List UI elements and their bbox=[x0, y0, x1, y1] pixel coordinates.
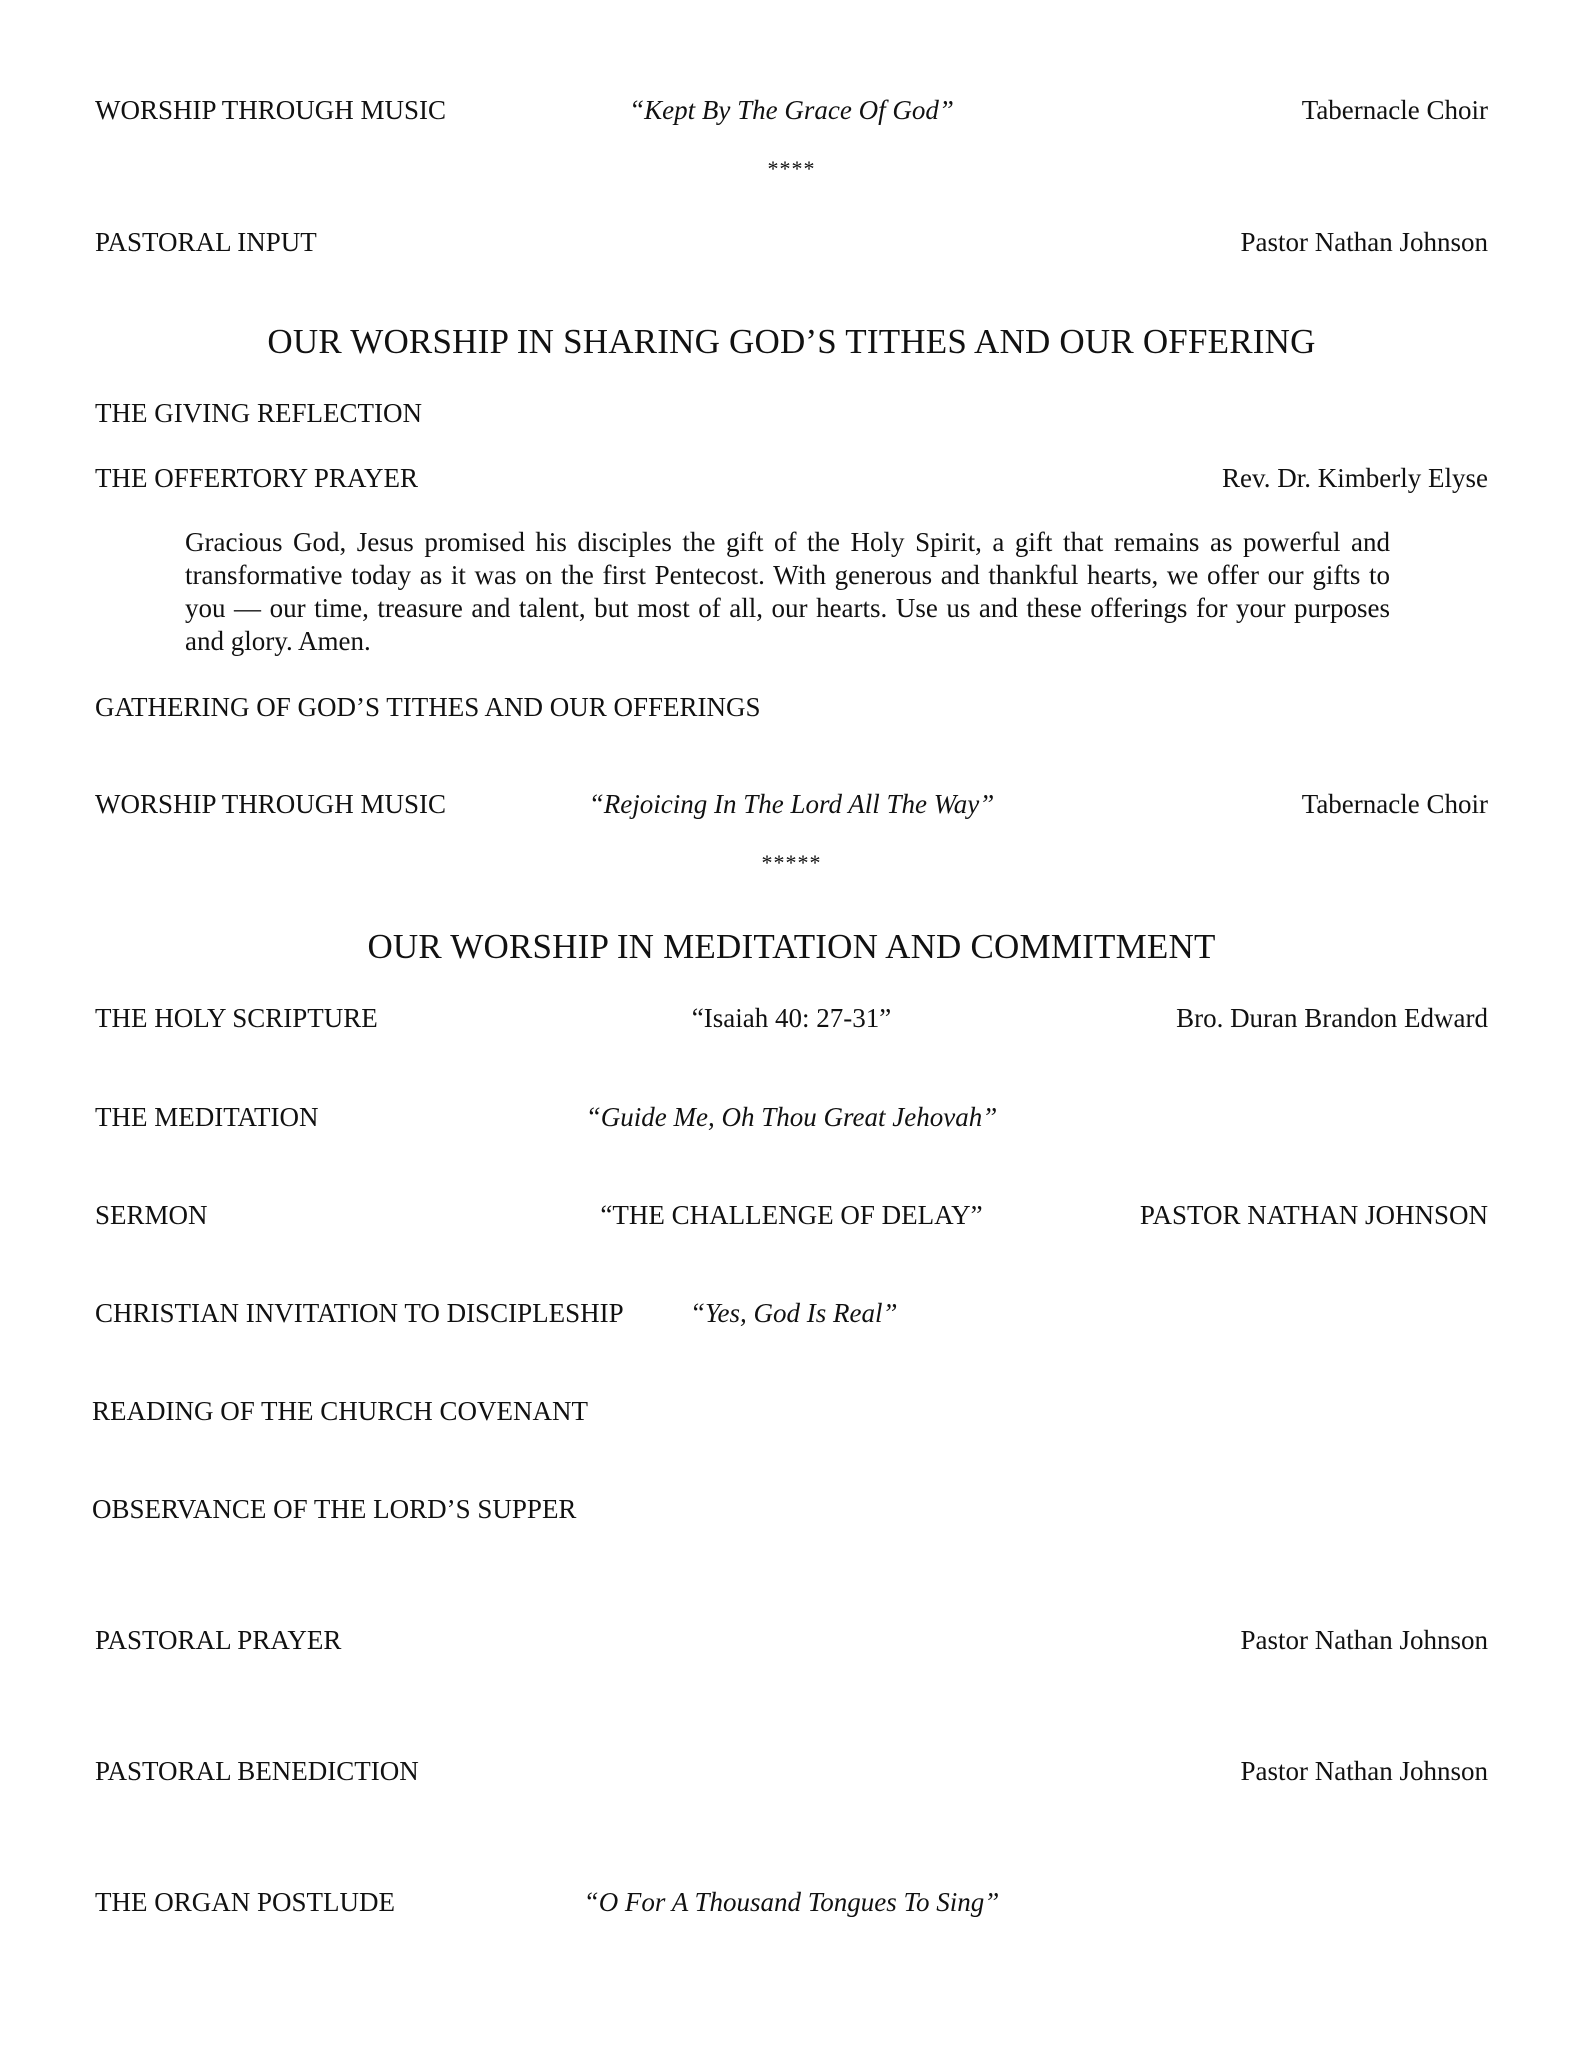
item-label: WORSHIP THROUGH MUSIC bbox=[95, 789, 447, 819]
program-item-pastoral-input bbox=[95, 224, 1488, 260]
program-item-music-1 bbox=[95, 92, 1488, 128]
item-label: THE OFFERTORY PRAYER bbox=[95, 463, 418, 493]
item-title: “Yes, God Is Real” bbox=[690, 1298, 898, 1328]
item-leader: Pastor Nathan Johnson bbox=[1240, 1756, 1488, 1786]
item-leader: Pastor Nathan Johnson bbox=[1240, 1625, 1488, 1655]
program-item-covenant bbox=[92, 1393, 1488, 1429]
item-leader: Tabernacle Choir bbox=[1301, 95, 1488, 125]
program-item-pastoral-prayer bbox=[95, 1622, 1488, 1658]
program-item-gathering bbox=[95, 689, 1488, 725]
program-item-sermon bbox=[95, 1197, 1488, 1233]
section-heading-tithes: OUR WORSHIP IN SHARING GOD’S TITHES AND OUR OFFERING bbox=[267, 322, 1316, 361]
item-label: WORSHIP THROUGH MUSIC bbox=[95, 95, 447, 125]
item-title: “THE CHALLENGE OF DELAY” bbox=[600, 1200, 983, 1230]
program-item-supper bbox=[92, 1491, 1488, 1527]
program-item-invitation bbox=[95, 1295, 1488, 1331]
section-heading-meditation: OUR WORSHIP IN MEDITATION AND COMMITMENT bbox=[367, 927, 1216, 966]
section-divider-stars: ***** bbox=[761, 850, 822, 875]
item-label: SERMON bbox=[95, 1200, 208, 1230]
item-title: “Isaiah 40: 27-31” bbox=[691, 1003, 892, 1033]
program-item-benediction bbox=[95, 1753, 1488, 1789]
item-leader: PASTOR NATHAN JOHNSON bbox=[1139, 1200, 1488, 1230]
program-item-scripture bbox=[95, 1000, 1488, 1036]
item-leader: Pastor Nathan Johnson bbox=[1240, 227, 1488, 257]
offertory-prayer-text: Gracious God, Jesus promised his disciples the gift of the Holy Spirit, a gift that remains as powerful and transformative today as it was on the first Pentecost. With generous and thankful hearts, we offer our gifts to you — our time, treasure and talent, but most of all, our hearts. Use us and these offerings for your purposes and glory. Amen. bbox=[185, 527, 1390, 656]
item-title: “Kept By The Grace Of God” bbox=[629, 95, 954, 125]
item-label: READING OF THE CHURCH COVENANT bbox=[92, 1396, 589, 1426]
item-title: “O For A Thousand Tongues To Sing” bbox=[583, 1887, 1000, 1917]
program-item-postlude bbox=[95, 1884, 1488, 1920]
program-item-giving-reflection bbox=[95, 395, 1488, 431]
item-label: THE HOLY SCRIPTURE bbox=[95, 1003, 378, 1033]
item-label: GATHERING OF GOD’S TITHES AND OUR OFFERINGS bbox=[95, 692, 761, 722]
item-label: PASTORAL INPUT bbox=[95, 227, 317, 257]
item-title: “Rejoicing In The Lord All The Way” bbox=[588, 789, 995, 819]
item-label: THE GIVING REFLECTION bbox=[95, 398, 422, 428]
program-item-offertory-prayer bbox=[95, 460, 1488, 496]
item-leader: Tabernacle Choir bbox=[1301, 789, 1488, 819]
section-divider-stars: **** bbox=[767, 156, 816, 181]
item-label: THE MEDITATION bbox=[95, 1102, 319, 1132]
program-item-music-2 bbox=[95, 786, 1488, 822]
item-label: OBSERVANCE OF THE LORD’S SUPPER bbox=[92, 1494, 577, 1524]
item-leader: Bro. Duran Brandon Edward bbox=[1176, 1003, 1488, 1033]
item-label: PASTORAL PRAYER bbox=[95, 1625, 342, 1655]
item-label: PASTORAL BENEDICTION bbox=[95, 1756, 419, 1786]
item-leader: Rev. Dr. Kimberly Elyse bbox=[1222, 463, 1488, 493]
item-label: THE ORGAN POSTLUDE bbox=[95, 1887, 395, 1917]
program-item-meditation bbox=[95, 1099, 1488, 1135]
item-label: CHRISTIAN INVITATION TO DISCIPLESHIP bbox=[95, 1298, 624, 1328]
item-title: “Guide Me, Oh Thou Great Jehovah” bbox=[585, 1102, 998, 1132]
